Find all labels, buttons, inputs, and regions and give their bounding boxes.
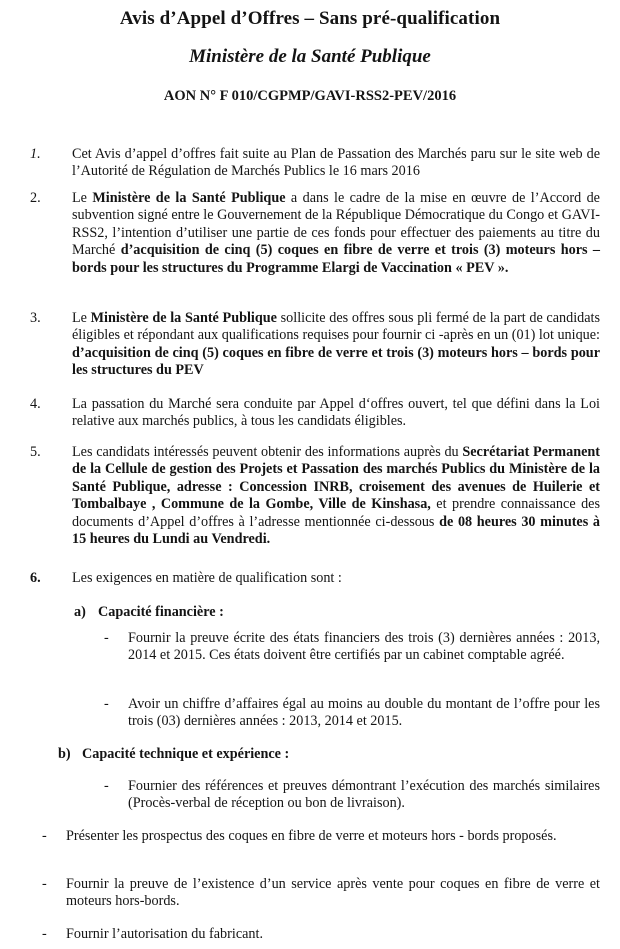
paragraph-3 <box>30 310 600 380</box>
paragraph-text: Cet Avis d’appel d’offres fait suite au Plan de Passation des Marchés paru sur le site web de l’Autorité de Régulation de Marchés Publics le 16 mars 2016 <box>72 146 600 180</box>
bullet-dash: - <box>104 778 109 794</box>
bullet-dash: - <box>104 630 109 646</box>
paragraph-number: 4. <box>30 396 41 412</box>
list-item-text: Fournir l’autorisation du fabricant. <box>66 926 263 942</box>
bullet-dash: - <box>42 828 47 844</box>
text-run: a dans le cadre de la mise en œuvre de l’Accord de subvention signé entre le Gouvernement de la République Démocratique du Congo et GAVI-RSS2, l’intention d’utiliser une partie de ces fonds pour effectuer des paiements au titre du Marché <box>72 190 600 259</box>
ministry-name: Ministère de la Santé Publique <box>92 190 286 206</box>
list-item-text: Fournir la preuve écrite des états financiers des trois (3) dernières années : 2013, 2014 et 2015. Ces états doivent être certifiés par un cabinet comptable agréé. <box>128 630 600 664</box>
paragraph-text: La passation du Marché sera conduite par Appel d‘offres ouvert, tel que défini dans la Loi relative aux marchés publics, à tous les candidats éligibles. <box>72 396 600 430</box>
list-item <box>42 876 600 911</box>
ministry-name: Ministère de la Santé Publique <box>90 310 277 326</box>
list-item <box>42 828 600 845</box>
section-title: Capacité financière : <box>98 604 224 620</box>
list-item-text: Fournir la preuve de l’existence d’un service après vente pour coques en fibre de verre et moteurs hors-bords. <box>66 876 600 910</box>
section-title: Capacité technique et expérience : <box>82 746 290 762</box>
list-item <box>104 696 600 731</box>
list-item-text: Avoir un chiffre d’affaires égal au moins au double du montant de l’offre pour les trois (03) dernières années : 2013, 2014 et 2015. <box>128 696 600 730</box>
bullet-dash: - <box>42 926 47 942</box>
paragraph-number: 3. <box>30 310 41 326</box>
list-item <box>104 630 600 665</box>
text-run: Le <box>72 310 91 326</box>
text-run: Les candidats intéressés peuvent obtenir des informations auprès du <box>72 444 463 460</box>
text-run: et prendre connaissance des documents d’Appel d’offres à l’adresse mentionnée ci-dessous <box>72 496 600 530</box>
contract-object: d’acquisition de cinq (5) coques en fibre de verre et trois (3) moteurs hors – bords pour les structures du PEV <box>72 344 600 379</box>
tender-reference: AON N° F 010/CGPMP/GAVI-RSS2-PEV/2016 <box>163 88 457 104</box>
text-run: Le <box>72 190 93 206</box>
text-run: sollicite des offres sous pli fermé de la part de candidats éligibles et répondant aux qualifications requises pour fournir ci -après en un (01) lot unique: <box>72 310 601 344</box>
paragraph-text: Les exigences en matière de qualification sont : <box>72 570 342 586</box>
paragraph-5 <box>30 444 600 548</box>
contract-object: d’acquisition de cinq (5) coques en fibre de verre et trois (3) moteurs hors – bords pour les structures du Programme Elargi de Vaccination « PEV ». <box>72 242 600 276</box>
paragraph-number: 1. <box>30 146 41 162</box>
paragraph-number: 5. <box>30 444 41 460</box>
paragraph-number: 6. <box>30 570 41 586</box>
section-a-heading <box>74 604 224 621</box>
section-letter: a) <box>74 604 86 620</box>
section-b-heading <box>58 746 289 763</box>
paragraph-text <box>72 444 600 548</box>
paragraph-text <box>72 310 600 380</box>
paragraph-1 <box>30 146 600 181</box>
paragraph-text <box>72 190 600 277</box>
office-hours: de 08 heures 30 minutes à 15 heures du Lundi au Vendredi. <box>72 513 600 548</box>
paragraph-4 <box>30 396 600 431</box>
paragraph-2 <box>30 190 600 277</box>
paragraph-number: 2. <box>30 190 41 206</box>
list-item-text: Fournier des références et preuves démontrant l’exécution des marchés similaires (Procès-verbal de réception ou bon de livraison). <box>128 778 600 812</box>
ministry-heading: Ministère de la Santé Publique <box>189 46 431 67</box>
notice-title: Avis d’Appel d’Offres – Sans pré-qualification <box>119 8 501 29</box>
section-letter: b) <box>58 746 71 762</box>
list-item <box>42 926 600 943</box>
bullet-dash: - <box>42 876 47 892</box>
paragraph-6 <box>30 570 600 587</box>
bullet-dash: - <box>104 696 109 712</box>
list-item-text: Présenter les prospectus des coques en fibre de verre et moteurs hors - bords proposés. <box>66 828 557 844</box>
secretariat-address: Secrétariat Permanent de la Cellule de gestion des Projets et Passation des marchés Publics du Ministère de la Santé Publique, adresse : Concession INRB, croisement des avenues de Huilerie et Tombalbaye , Commune de la Gombe, Ville de Kinshasa, <box>72 444 600 513</box>
list-item <box>104 778 600 813</box>
